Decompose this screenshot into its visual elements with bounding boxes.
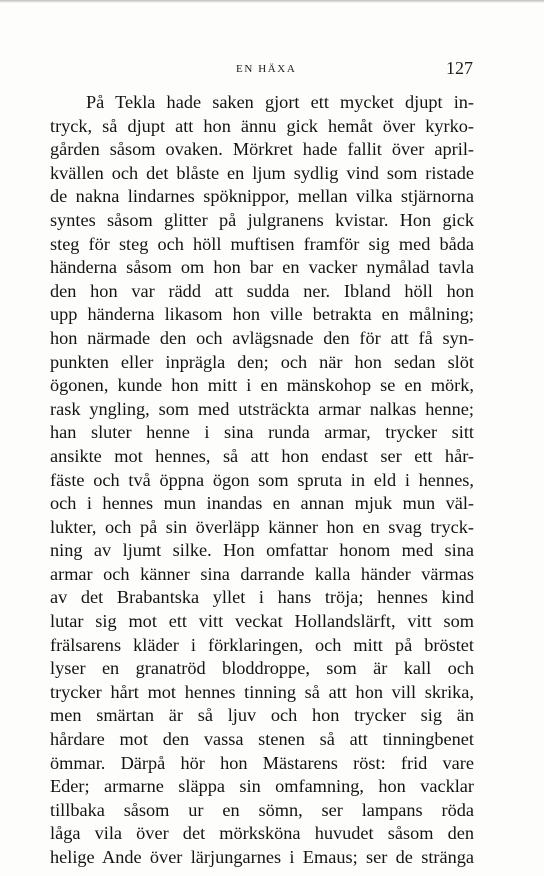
text-line: låga vila över det mörksköna huvudet såsom den <box>50 823 474 844</box>
text-line: ansikte mot hennes, så att hon endast ser ett hår- <box>50 445 474 466</box>
text-line: syntes såsom glitter på julgranens kvistar. Hon gick <box>50 209 474 230</box>
body-text <box>50 91 474 867</box>
text-line: ögonen, kunde hon mitt i en mänskohop se en mörk, <box>50 375 474 396</box>
text-line: de nakna lindarnes spöknippor, mellan vilka stjärnorna <box>50 186 474 207</box>
page-number: 127 <box>446 58 473 78</box>
text-line: han sluter henne i sina runda armar, trycker sitt <box>50 422 474 443</box>
text-line: ning av ljumt silke. Hon omfattar honom med sina <box>50 540 474 561</box>
text-line: trycker hårt mot hennes tinning så att hon vill skrika, <box>50 681 474 702</box>
text-line: kvällen och det blåste en ljum sydlig vind som ristade <box>50 162 474 183</box>
text-line: lutar sig mot ett vitt veckat Hollandslärft, vitt som <box>50 611 474 632</box>
text-line: händerna såsom om hon bar en vacker nymålad tavla <box>50 257 474 278</box>
text-line: den hon var rädd att sudda ner. Ibland höll hon <box>50 280 474 301</box>
running-title: EN HÄXA <box>236 63 297 75</box>
text-line: av det Brabantska yllet i hans tröja; hennes kind <box>50 587 474 608</box>
text-line: helige Ande över lärjungarnes i Emaus; ser de stränga <box>50 847 474 867</box>
text-line: ömmar. Därpå hör hon Mästarens röst: frid vare <box>50 752 474 773</box>
text-line: hårdare mot den vassa stenen så att tinningbenet <box>50 729 474 750</box>
text-line: tillbaka såsom ur en sömn, ser lampans röda <box>50 799 474 820</box>
page-top-edge <box>0 0 544 3</box>
text-line: armar och känner sina darrande kalla händer värmas <box>50 563 474 584</box>
text-line: gården såsom ovaken. Mörkret hade fallit över april- <box>50 139 474 160</box>
text-line: På Tekla hade saken gjort ett mycket djupt in- <box>86 92 474 112</box>
text-line: rask yngling, som med utsträckta armar nalkas henne; <box>50 398 474 419</box>
text-line: Eder; armarne släppa sin omfamning, hon vacklar <box>50 776 474 797</box>
text-line: hon närmade den och avlägsnade den för att få syn- <box>50 327 474 348</box>
text-line: frälsarens kläder i förklaringen, och mitt på bröstet <box>50 634 474 655</box>
text-line: fäste och två öppna ögon som spruta in eld i hennes, <box>50 469 474 490</box>
text-line: steg för steg och höll muftisen framför sig med båda <box>50 233 474 254</box>
text-line: lyser en granatröd bloddroppe, som är kall och <box>50 658 474 679</box>
text-line: och i hennes mun inandas en annan mjuk mun väl- <box>50 493 474 514</box>
running-header <box>0 58 544 82</box>
text-line: upp händerna likasom hon ville betrakta en målning; <box>50 304 474 325</box>
text-line: tryck, så djupt att hon ännu gick hemåt över kyrko- <box>50 115 474 136</box>
text-line: punkten eller inprägla den; och när hon sedan slöt <box>50 351 474 372</box>
text-line: lukter, och på sin överläpp känner hon en svag tryck- <box>50 516 474 537</box>
text-line: men smärtan är så ljuv och hon trycker sig än <box>50 705 474 726</box>
